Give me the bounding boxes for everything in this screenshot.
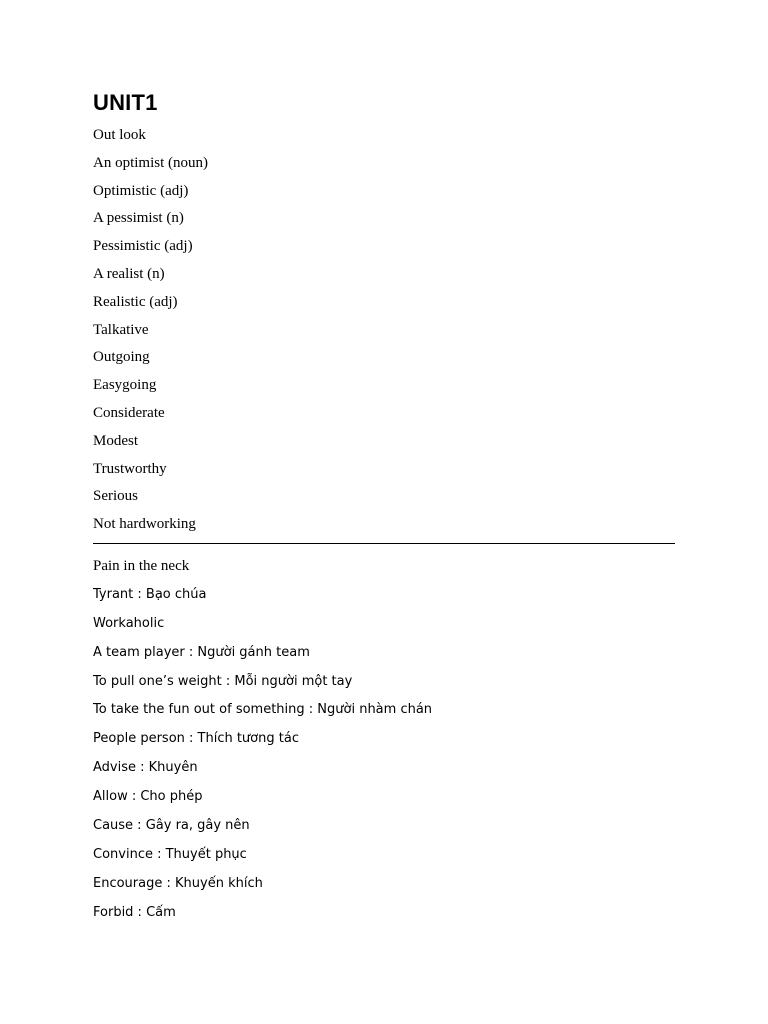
section-divider (93, 543, 675, 544)
vocab-item: A realist (n) (93, 265, 165, 282)
vocab-item: A pessimist (n) (93, 210, 184, 227)
vocab-item: Allow : Cho phép (93, 789, 203, 805)
vocab-item: Out look (93, 127, 146, 143)
vocab-item: People person : Thích tương tác (93, 731, 299, 747)
vocab-item: Encourage : Khuyến khích (93, 875, 263, 891)
vocab-item: Easygoing (93, 377, 157, 394)
vocab-item: Advise : Khuyên (93, 760, 198, 776)
vocab-item: Trustworthy (93, 460, 167, 477)
unit-title: UNIT1 (93, 90, 158, 115)
vocabulary-list-adjectives (93, 122, 675, 539)
vocab-item: Realistic (adj) (93, 293, 178, 310)
vocab-item: Not hardworking (93, 516, 196, 533)
vocab-item: Modest (93, 432, 138, 449)
vocab-item: Outgoing (93, 349, 150, 366)
vocab-item: Workaholic (93, 615, 165, 631)
vocab-item: Convince : Thuyết phục (93, 846, 247, 862)
vocab-item: To pull one’s weight : Mỗi người một tay (93, 673, 353, 689)
vocab-item: A team player : Người gánh team (93, 644, 310, 660)
vocab-item: Forbid : Cấm (93, 904, 176, 920)
vocab-item: To take the fun out of something : Người nhàm chán (93, 702, 433, 718)
vocabulary-list-phrases (93, 552, 675, 928)
vocab-item: Optimistic (adj) (93, 182, 189, 199)
vocab-item: Pessimistic (adj) (93, 238, 193, 255)
vocab-item: Tyrant : Bạo chúa (93, 586, 207, 602)
vocab-item: Cause : Gây ra, gây nên (93, 817, 250, 833)
vocab-item: Considerate (93, 404, 165, 421)
document-page (93, 88, 675, 928)
vocab-item: Serious (93, 488, 138, 505)
vocab-item: Pain in the neck (93, 557, 190, 574)
vocab-item: An optimist (noun) (93, 154, 208, 171)
vocab-item: Talkative (93, 321, 149, 338)
